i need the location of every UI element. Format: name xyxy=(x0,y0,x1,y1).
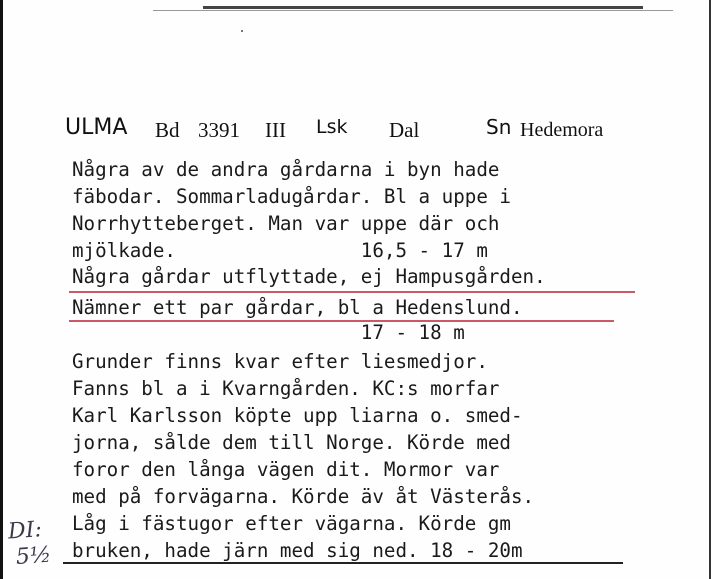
volume-label: Bd xyxy=(155,118,180,142)
text-line: Några av de andra gårdarna i byn hade xyxy=(72,158,500,181)
handwritten-margin-note xyxy=(7,517,52,572)
strike-through-line xyxy=(63,562,623,564)
text-line: foror den långa vägen dit. Mormor var xyxy=(72,458,500,481)
volume-number: 3391 xyxy=(198,118,240,142)
text-line: Norrhytteberget. Man var uppe där och xyxy=(72,212,500,235)
red-underline xyxy=(69,291,635,293)
text-line: fäbodar. Sommarladugårdar. Bl a uppe i xyxy=(72,185,511,208)
text-line: Några gårdar utflyttade, ej Hampusgården. xyxy=(72,265,546,288)
archive-code: ULMA xyxy=(65,115,128,140)
text-line: Karl Karlsson köpte upp liarna o. smed- xyxy=(72,404,523,427)
region-code: Lsk xyxy=(316,116,348,138)
text-line: Nämner ett par gårdar, bl a Hedenslund. xyxy=(72,296,523,319)
card-body xyxy=(3,0,711,579)
margin-note-line: 5½ xyxy=(15,542,53,570)
text-line: jorna, sålde dem till Norge. Körde med xyxy=(72,431,511,454)
text-line: 17 - 18 m xyxy=(72,321,465,344)
volume-part: III xyxy=(265,118,286,142)
text-line: med på forvägarna. Körde äv åt Västerås. xyxy=(72,485,535,508)
text-line: bruken, hade järn med sig ned. 18 - 20m xyxy=(72,539,523,562)
county-name: Dal xyxy=(389,118,420,142)
parish-name: Hedemora xyxy=(520,119,604,141)
margin-note-line: DI: xyxy=(7,517,43,545)
parish-label: Sn xyxy=(486,115,512,139)
text-line: Låg i fästugor efter vägarna. Körde gm xyxy=(72,512,511,535)
text-line: mjölkade. 16,5 - 17 m xyxy=(72,239,488,262)
text-line: Grunder finns kvar efter liesmedjor. xyxy=(72,350,488,373)
text-line: Fanns bl a i Kvarngården. KC:s morfar xyxy=(72,377,500,400)
